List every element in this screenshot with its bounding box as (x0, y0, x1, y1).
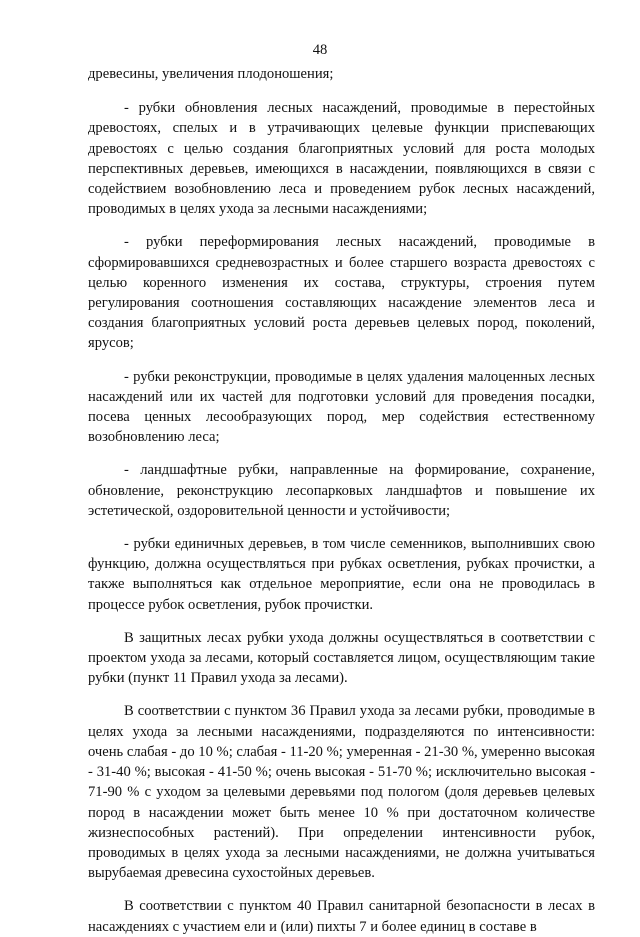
paragraph-landscape-felling: - ландшафтные рубки, направленные на формирование, сохранение, обновление, реконструкцию лесопарковых ландшафтов и повышение их эстетической, оздоровительной ценности и устойчивости; (88, 462, 595, 519)
paragraph-continuation: древесины, увеличения плодоношения; (88, 66, 334, 82)
paragraph-felling-intensity: В соответствии с пунктом 36 Правил ухода за лесами рубки, проводимые в целях ухода за лесными насаждениями, подразделяются по интенсивности: очень слабая - до 10 %; слабая - 11-20 %; умеренная - 21-30 %, умеренно высокая - 31-40 %; высокая - 41-50 %; очень высокая - 51-70 %; исключительно высокая - 71-90 % с уходом за целевыми деревьями под пологом (доля деревьев целевых пород в насаждении может быть менее 10 % при достаточном количестве жизнеспособных растений). При определении интенсивности рубок, проводимых в целях ухода за лесными насаждениями, не должна учитываться вырубаемая древесина сухостойных деревьев. (88, 703, 595, 882)
paragraph-protective-forests: В защитных лесах рубки ухода должны осуществляться в соответствии с проектом ухода за лесами, который составляется лицом, осуществляющим такие рубки (пункт 11 Правил ухода за лесами). (88, 629, 595, 687)
paragraph-single-tree-felling: - рубки единичных деревьев, в том числе семенников, выполнивших свою функцию, должна осуществляться при рубках осветления, рубках прочистки, а также выполняться как отдельное мероприятие, если она не проводилась в процессе рубок осветления, рубок прочистки. (88, 536, 595, 613)
paragraph-sanitary-safety: В соответствии с пунктом 40 Правил санитарной безопасности в лесах в насаждениях с участием ели и (или) пихты 7 и более единиц в составе в (88, 898, 595, 935)
page-number: 48 (312, 42, 328, 58)
paragraph-renewal-felling: - рубки обновления лесных насаждений, проводимые в перестойных древостоях, спелых и в утрачивающих целевые функции приспевающих древостоях с целью создания благоприятных условий для роста молодых перспективных деревьев, имеющихся в насаждении, появляющихся в связи с содействием возобновлению леса и проведением рубок лесных насаждений, проводимых в целях ухода за лесными насаждениями; (88, 100, 595, 218)
paragraph-reconstruction-felling: - рубки реконструкции, проводимые в целях удаления малоценных лесных насаждений или их частей для подготовки условий для проведения посадки, посева ценных лесообразующих пород, мер содействия естественному возобновлению леса; (88, 368, 595, 446)
paragraph-reformation-felling: - рубки переформирования лесных насаждений, проводимые в сформировавшихся средневозрастных и более старшего возраста древостоях с целью коренного изменения их состава, структуры, строения путем регулирования соотношения составляющих насаждение элементов леса и создания благоприятных условий роста деревьев целевых пород, поколений, ярусов; (88, 234, 595, 352)
body-text (88, 64, 595, 937)
